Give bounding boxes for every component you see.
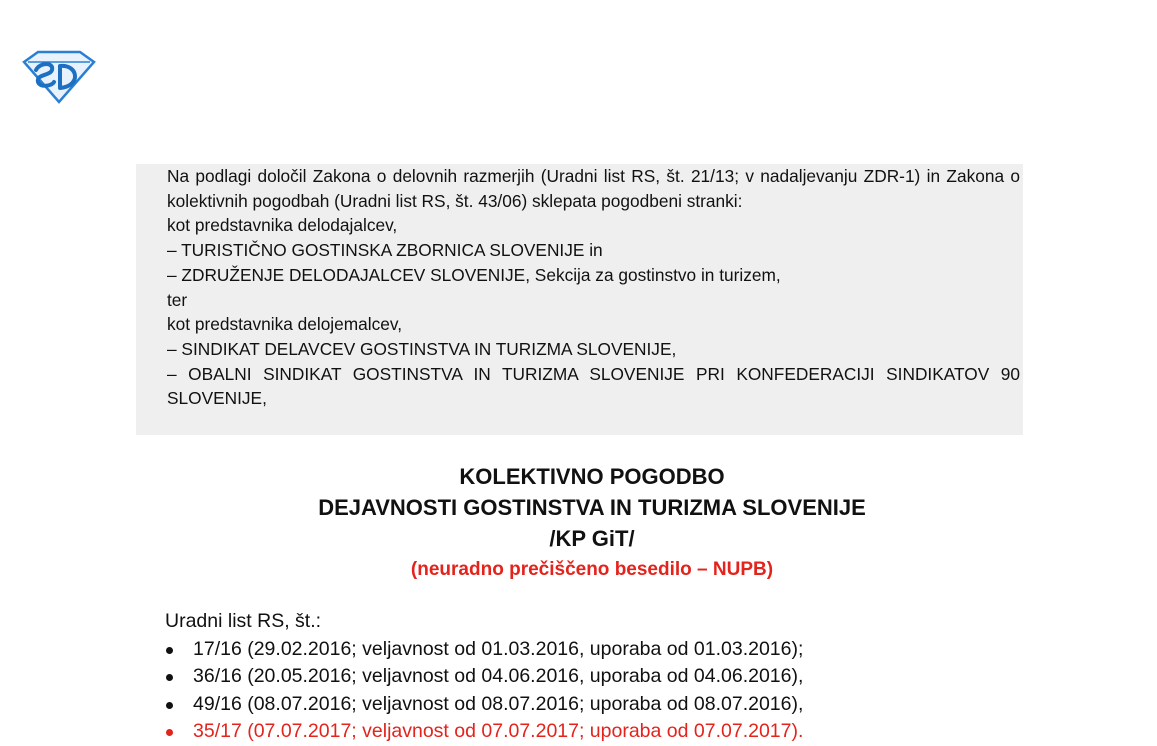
gazette-entry-latest <box>165 718 803 746</box>
gazette-entry <box>165 663 803 691</box>
bullet-icon <box>166 674 173 681</box>
gazette-entry <box>165 636 803 664</box>
employer-2: – ZDRUŽENJE DELODAJALCEV SLOVENIJE, Sekcija za gostinstvo in turizem, <box>167 264 781 285</box>
title-subtitle: (neuradno prečiščeno besedilo – NUPB) <box>410 559 774 580</box>
organization-logo <box>22 48 96 104</box>
employees-label: kot predstavnika delojemalcev, <box>167 314 403 335</box>
gazette-entry <box>165 691 803 719</box>
union-2: – OBALNI SINDIKAT GOSTINSTVA IN TURIZMA SLOVENIJE PRI KONFEDERACIJI SINDIKATOV 90 SLOVENIJE, <box>167 363 1020 409</box>
title-line-1: KOLEKTIVNO POGODBO <box>459 464 725 489</box>
preamble-intro: Na podlagi določil Zakona o delovnih razmerjih (Uradni list RS, št. 21/13; v nadaljevanju ZDR-1) in Zakona o kolektivnih pogodbah (Uradni list RS, št. 43/06) sklepata pogodbeni stranki: <box>167 166 1020 211</box>
gazette-references <box>165 608 803 746</box>
gazette-entry-text: 36/16 (20.05.2016; veljavnost od 04.06.2016, uporaba od 04.06.2016), <box>193 665 804 687</box>
gazette-entry-text: 49/16 (08.07.2016; veljavnost od 08.07.2016; uporaba od 08.07.2016), <box>193 692 804 715</box>
document-title <box>136 461 1048 585</box>
employers-label: kot predstavnika delodajalcev, <box>167 215 398 236</box>
preamble-block <box>136 164 1023 435</box>
gazette-label: Uradni list RS, št.: <box>165 610 322 632</box>
title-line-2: DEJAVNOSTI GOSTINSTVA IN TURIZMA SLOVENIJE <box>318 495 866 520</box>
title-line-3: /KP GiT/ <box>549 526 635 551</box>
union-1: – SINDIKAT DELAVCEV GOSTINSTVA IN TURIZMA SLOVENIJE, <box>167 338 677 359</box>
gazette-entry-text: 17/16 (29.02.2016; veljavnost od 01.03.2016, uporaba od 01.03.2016); <box>193 637 804 660</box>
ter-conjunction: ter <box>167 289 188 310</box>
bullet-icon <box>166 647 173 654</box>
gazette-entry-text: 35/17 (07.07.2017; veljavnost od 07.07.2017; uporaba od 07.07.2017). <box>193 720 804 742</box>
bullet-icon <box>166 702 173 709</box>
gazette-list <box>165 636 803 746</box>
bullet-icon <box>166 729 173 736</box>
shield-logo-icon <box>22 48 96 104</box>
employer-1: – TURISTIČNO GOSTINSKA ZBORNICA SLOVENIJE in <box>167 240 603 261</box>
